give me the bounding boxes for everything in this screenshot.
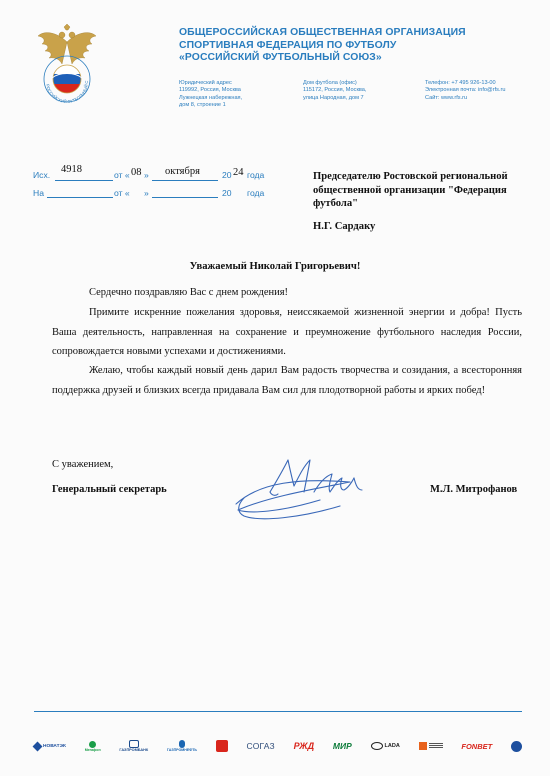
rfs-logo <box>32 24 102 109</box>
in-label: На <box>33 188 44 198</box>
sponsor-label: РЖД <box>293 741 315 751</box>
date-month-underline <box>152 180 218 181</box>
contacts <box>425 80 535 102</box>
logo-ring-text: РОССИЙСКИЙ ФУТБОЛЬНЫЙ С <box>45 80 90 105</box>
paragraph: Желаю, чтобы каждый новый день дарил Вам радость творчества и созидания, а всесторонняя поддержка друзей и близких всегда придавала Вам сил для плодотворной работы и ярких побед! <box>52 365 522 396</box>
paragraph: Сердечно поздравляю Вас с днем рождения! <box>89 287 289 298</box>
sber-logo-mark <box>429 743 443 749</box>
sber-logo-icon <box>419 742 427 750</box>
handwritten-signature <box>230 452 380 524</box>
sponsor-label: НОВАТЭК <box>43 743 66 749</box>
date-from-label: от « <box>114 170 130 180</box>
addressee-name: Н.Г. Сардаку <box>313 221 376 232</box>
sponsor-sber <box>419 742 443 750</box>
sponsor-rzd <box>294 741 315 751</box>
sponsor-label: Мегафон <box>84 747 101 752</box>
year-prefix: 20 <box>222 170 232 180</box>
in-month-underline <box>152 197 218 198</box>
sponsor-megafon <box>85 741 101 752</box>
website: Сайт: www.rfs.ru <box>425 94 468 101</box>
sponsor-magnit <box>216 740 228 752</box>
org-line-1: ОБЩЕРОССИЙСКАЯ ОБЩЕСТВЕННАЯ ОРГАНИЗАЦИЯ <box>179 27 466 38</box>
sponsor-label: LADA <box>384 743 400 749</box>
in-date-quote: » <box>144 188 149 198</box>
out-number: 4918 <box>61 164 82 175</box>
office-address <box>303 80 413 102</box>
signer-name: М.Л. Митрофанов <box>430 484 518 495</box>
sponsor-novatek <box>34 743 66 750</box>
megafon-logo-icon <box>89 741 96 748</box>
sponsor-label: ГАЗПРОМНЕФТЬ <box>166 748 198 752</box>
out-label: Исх. <box>33 170 51 180</box>
sponsor-label: МИР <box>332 741 352 751</box>
sponsor-gazprombank <box>119 740 148 752</box>
sponsor-label: СОГАЗ <box>246 741 275 751</box>
signer-title: Генеральный секретарь <box>52 484 167 495</box>
closing: С уважением, <box>52 459 114 470</box>
office-address-line: улица Народная, дом 7 <box>303 94 364 101</box>
email: Электронная почта: info@rfs.ru <box>425 87 506 94</box>
sponsor-sogaz <box>247 741 275 751</box>
in-number-underline <box>47 197 113 198</box>
sponsor-mir <box>333 741 352 751</box>
sponsor-fonbet <box>461 742 492 751</box>
gazprombank-logo-icon <box>129 740 139 748</box>
partner-logo-icon <box>511 741 522 752</box>
organization-name <box>179 27 519 65</box>
in-year-label: года <box>247 188 265 198</box>
sponsor-partner <box>511 741 522 752</box>
year-suffix: 24 <box>233 167 244 178</box>
sponsor-gazpromneft <box>167 740 197 752</box>
footer-divider <box>34 711 522 712</box>
legal-address-line: дом 8, строение 1 <box>179 102 226 109</box>
sponsors-bar <box>34 737 522 755</box>
legal-address <box>179 80 289 110</box>
greeting: Уважаемый Николай Григорьевич! <box>189 261 361 272</box>
paragraph: Примите искренние пожелания здоровья, неиссякаемой жизненной энергии и добра! Пусть Ваша деятельность, направленная на сохранение и преумножение футбольного наследия России, сопровождается новыми успехами и достижениями. <box>52 307 522 358</box>
addressee: Председателю Ростовской региональной общественной организации "Федерация футбола" <box>313 171 508 210</box>
gazpromneft-logo-icon <box>179 740 185 748</box>
date-day: 08 <box>131 167 142 178</box>
in-year-prefix: 20 <box>222 188 232 198</box>
legal-address-line: Юридический адрес <box>179 80 232 86</box>
phone: Телефон: +7 495 926-13-00 <box>425 80 496 86</box>
in-date-label: от « <box>114 188 130 198</box>
org-line-3: «РОССИЙСКИЙ ФУТБОЛЬНЫЙ СОЮЗ» <box>179 52 382 63</box>
legal-address-line: 119992, Россия, Москва <box>179 87 241 94</box>
office-address-line: 115172, Россия, Москва, <box>303 87 367 94</box>
sponsor-label: FONBET <box>461 741 493 751</box>
year-label: года <box>247 170 265 180</box>
out-number-underline <box>55 180 113 181</box>
date-quote: » <box>144 170 149 180</box>
magnit-logo-icon <box>216 740 228 752</box>
sponsor-label: ГАЗПРОМБАНК <box>119 748 149 752</box>
lada-logo-icon <box>371 742 383 750</box>
sponsor-lada <box>371 742 400 750</box>
legal-address-line: Лужнецкая набережная, <box>179 94 243 101</box>
org-line-2: СПОРТИВНАЯ ФЕДЕРАЦИЯ ПО ФУТБОЛУ <box>179 39 397 51</box>
date-month: октября <box>165 166 200 177</box>
office-address-line: Дом футбола (офис) <box>303 80 357 86</box>
novatek-logo-icon <box>33 741 43 751</box>
